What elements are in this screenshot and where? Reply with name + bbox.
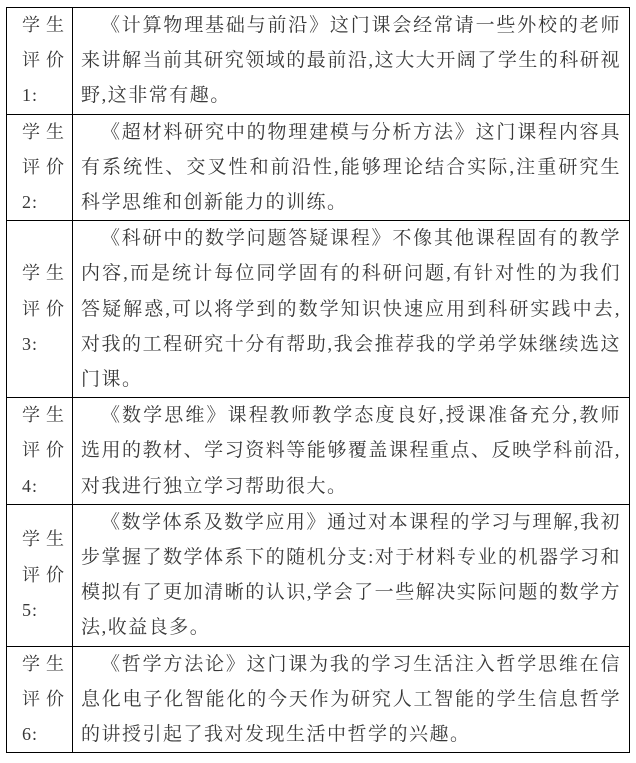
row-label-number: 5:: [22, 599, 39, 620]
row-label-line: 学生: [22, 529, 64, 550]
evaluation-text: 《计算物理基础与前沿》这门课会经常请一些外校的老师来讲解当前其研究领域的最前沿,这大大开阔了学生的科研视野,这非常有趣。: [81, 15, 621, 107]
row-label-cell: [7, 398, 73, 504]
row-label-line: 学生: [22, 405, 64, 426]
row-label-line: 学生: [22, 121, 64, 142]
evaluation-text: 《数学体系及数学应用》通过对本课程的学习与理解,我初步掌握了数学体系下的随机分支:对于材料专业的机器学习和模拟有了更加清晰的认识,学会了一些解决实际问题的数学方法,收益良多。: [81, 511, 621, 639]
table-row-evaluation-3: [7, 221, 629, 398]
table-row-evaluation-1: [7, 8, 629, 115]
row-label-cell: [7, 8, 73, 114]
table-row-evaluation-2: [7, 115, 629, 222]
row-label-number: 6:: [22, 724, 39, 745]
student-evaluation-table: [6, 7, 630, 753]
row-label-line: 学生: [22, 263, 64, 284]
row-label-line: 评价: [22, 564, 64, 585]
row-label-line: 学生: [22, 15, 64, 35]
evaluation-text: 《哲学方法论》这门课为我的学习生活注入哲学思维在信息化电子化智能化的今天作为研究人工智能的学生信息哲学的讲授引起了我对发现生活中哲学的兴趣。: [81, 653, 621, 746]
row-label-line: 学生: [22, 653, 64, 674]
evaluation-text: 《超材料研究中的物理建模与分析方法》这门课程内容具有系统性、交叉性和前沿性,能够理论结合实际,注重研究生科学思维和创新能力的训练。: [81, 121, 621, 214]
row-label-number: 2:: [22, 192, 39, 213]
table-row-evaluation-6: [7, 647, 629, 753]
row-label-cell: [7, 115, 73, 221]
evaluation-text: 《数学思维》课程教师教学态度良好,授课准备充分,教师选用的教材、学习资料等能够覆盖课程重点、反映学科前沿,对我进行独立学习帮助很大。: [81, 405, 621, 497]
document-page: [6, 7, 630, 753]
row-label-number: 1:: [22, 85, 39, 106]
evaluation-text: 《科研中的数学问题答疑课程》不像其他课程固有的教学内容,而是统计每位同学固有的科研问题,有针对性的为我们答疑解惑,可以将学到的数学知识快速应用到科研实践中去,对我的工程研究十分有帮助,我会推荐我的学弟学妹继续选这门课。: [81, 228, 621, 391]
row-label-cell: [7, 647, 73, 753]
row-label-line: 评价: [22, 298, 64, 319]
table-row-evaluation-4: [7, 398, 629, 505]
row-label-cell: [7, 221, 73, 397]
row-label-number: 3:: [22, 333, 39, 354]
row-label-line: 评价: [22, 440, 64, 461]
row-label-line: 评价: [22, 50, 64, 71]
row-label-line: 评价: [22, 688, 64, 709]
row-label-line: 评价: [22, 156, 64, 177]
row-label-number: 4:: [22, 475, 39, 496]
table-row-evaluation-5: [7, 505, 629, 647]
row-label-cell: [7, 505, 73, 646]
